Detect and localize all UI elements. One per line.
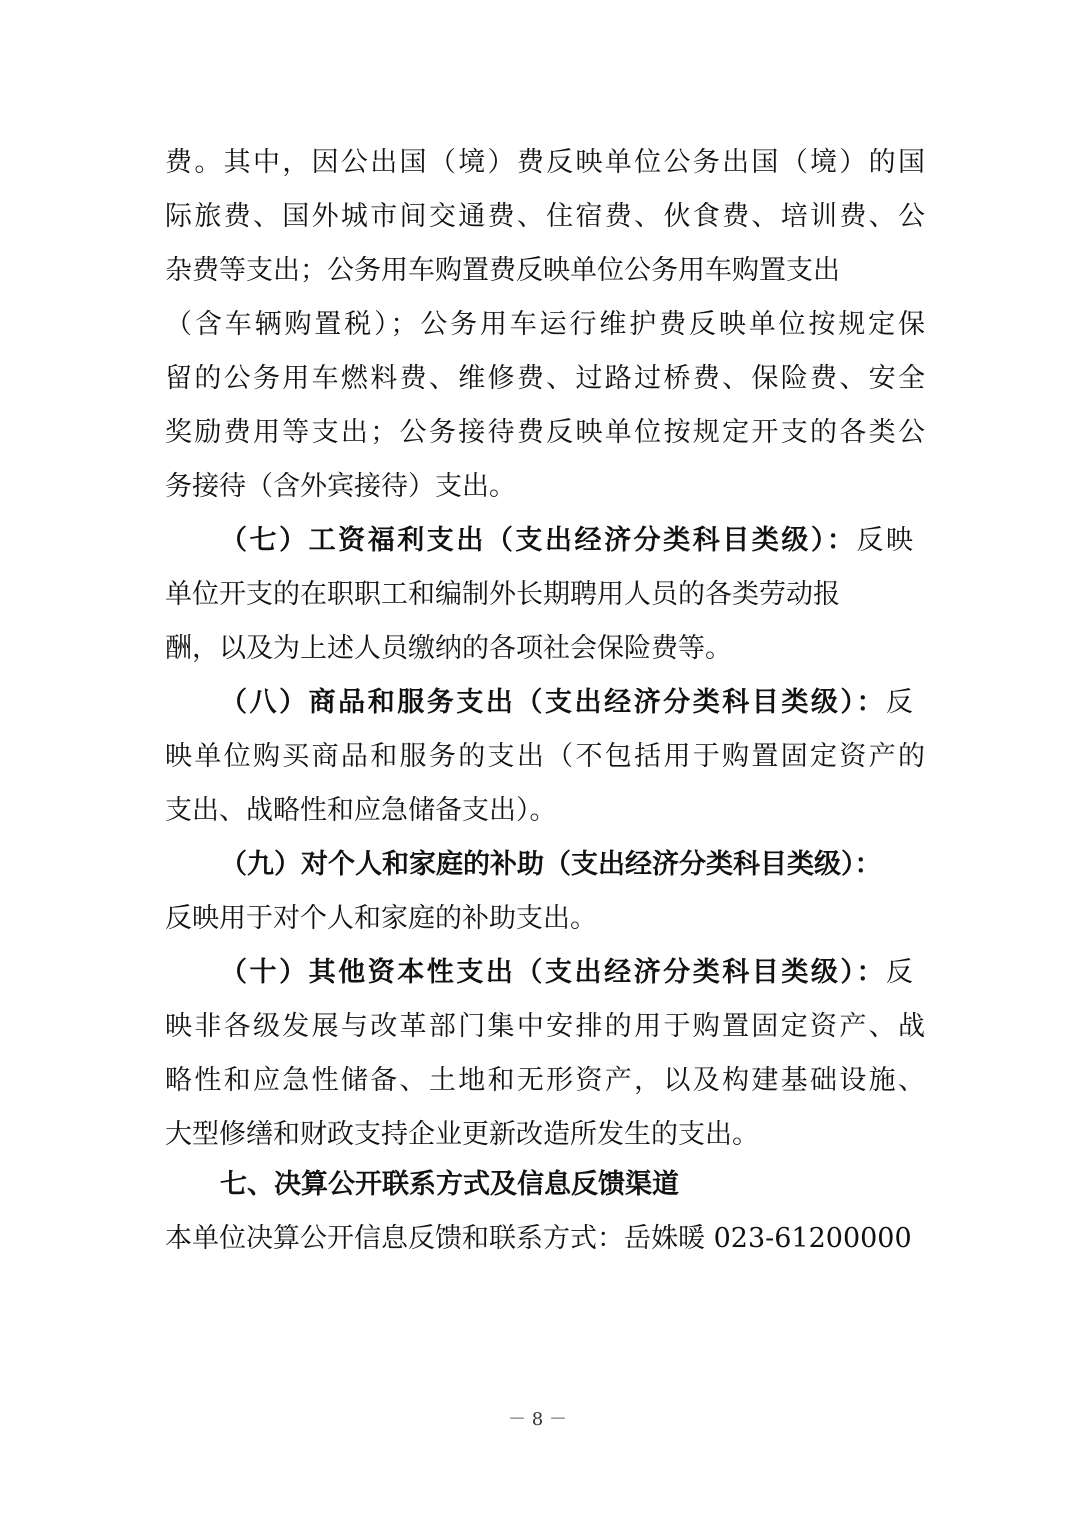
paragraph-line: 奖励费用等支出；公务接待费反映单位按规定开支的各类公 bbox=[165, 417, 925, 448]
paragraph-line: 单位开支的在职职工和编制外长期聘用人员的各类劳动报 bbox=[165, 579, 840, 610]
paragraph-line: 支出、战略性和应急储备支出）。 bbox=[165, 795, 557, 826]
section-8-title: （八）商品和服务支出（支出经济分类科目类级）： bbox=[220, 687, 886, 718]
paragraph-line: 际旅费、国外城市间交通费、住宿费、伙食费、培训费、公 bbox=[165, 201, 925, 232]
section-9-first-line bbox=[220, 845, 913, 885]
paragraph-text: 反 bbox=[886, 957, 913, 988]
paragraph-line: 映非各级发展与改革部门集中安排的用于购置固定资产、战 bbox=[165, 1011, 925, 1042]
paragraph-line: 大型修缮和财政支持企业更新改造所发生的支出。 bbox=[165, 1119, 759, 1150]
section-heading: 七、决算公开联系方式及信息反馈渠道 bbox=[220, 1169, 679, 1200]
paragraph-line: 映单位购买商品和服务的支出（不包括用于购置固定资产的 bbox=[165, 741, 925, 772]
paragraph-line: 杂费等支出；公务用车购置费反映单位公务用车购置支出 bbox=[165, 255, 840, 286]
paragraph-text: 反 bbox=[886, 687, 913, 718]
section-8-first-line bbox=[220, 683, 913, 723]
paragraph-line: 酬，以及为上述人员缴纳的各项社会保险费等。 bbox=[165, 633, 732, 664]
section-10-first-line bbox=[220, 953, 913, 993]
paragraph-line: 反映用于对个人和家庭的补助支出。 bbox=[165, 903, 597, 934]
page-number: － 8 － bbox=[508, 1409, 567, 1430]
section-7-title: （七）工资福利支出（支出经济分类科目类级）： bbox=[220, 525, 857, 556]
section-10-title: （十）其他资本性支出（支出经济分类科目类级）： bbox=[220, 957, 886, 988]
section-7-first-line bbox=[220, 521, 913, 561]
paragraph-line: （含车辆购置税）；公务用车运行维护费反映单位按规定保 bbox=[165, 309, 925, 340]
contact-line: 本单位决算公开信息反馈和联系方式：岳姝暖 023-61200000 bbox=[165, 1223, 912, 1254]
paragraph-line: 务接待（含外宾接待）支出。 bbox=[165, 471, 516, 502]
paragraph-text: 反映 bbox=[856, 525, 914, 556]
paragraph-line: 留的公务用车燃料费、维修费、过路过桥费、保险费、安全 bbox=[165, 363, 925, 394]
paragraph-line: 费。其中，因公出国（境）费反映单位公务出国（境）的国 bbox=[165, 147, 925, 178]
section-9-title: （九）对个人和家庭的补助（支出经济分类科目类级）： bbox=[220, 849, 882, 880]
paragraph-line: 略性和应急性储备、土地和无形资产，以及构建基础设施、 bbox=[165, 1065, 925, 1096]
